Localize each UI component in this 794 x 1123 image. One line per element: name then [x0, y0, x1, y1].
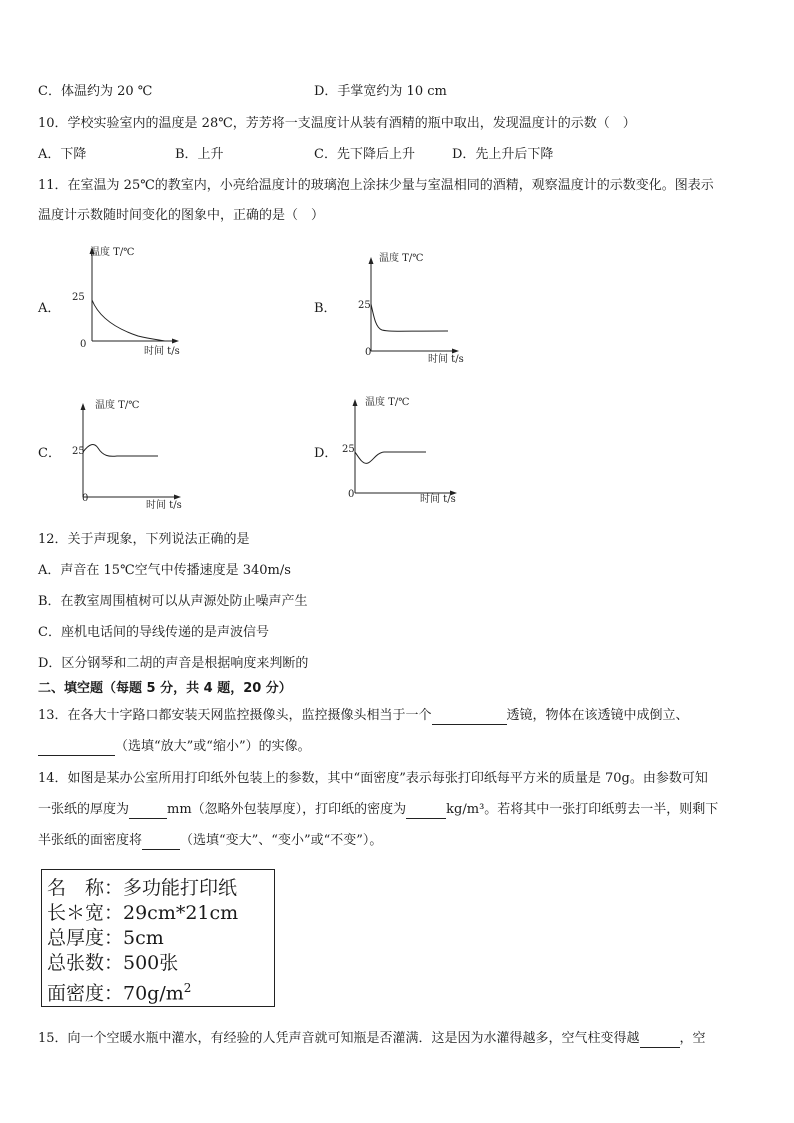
graph-d-origin: 0	[348, 489, 355, 500]
graph-c-y-label: 温度 T/℃	[95, 400, 140, 411]
q14-part6: （选填“变大”、“变小”或“不变”）。	[180, 833, 383, 848]
q14-line2	[38, 801, 718, 819]
graph-a-origin: 0	[80, 339, 87, 350]
spec-name-row: 名 称：多功能打印纸	[47, 877, 238, 899]
q13-blank-1[interactable]	[432, 710, 507, 725]
graph-b-y-label: 温度 T/℃	[379, 253, 424, 264]
q10-stem: 10．学校实验室内的温度是 28℃，芳芳将一支温度计从装有酒精的瓶中取出，发现温度计的示数（ ）	[38, 116, 636, 131]
q13-line2	[38, 738, 311, 756]
q14-part3: mm（忽略外包装厚度），打印纸的密度为	[167, 802, 407, 817]
q14-blank-thickness[interactable]	[129, 804, 167, 819]
q10-option-b: B．上升	[175, 147, 224, 162]
q10-option-a: A．下降	[38, 147, 87, 162]
q12-option-d: D．区分钢琴和二胡的声音是根据响度来判断的	[38, 656, 309, 671]
graph-b-label: B．	[314, 301, 337, 316]
q15-line1	[38, 1030, 706, 1048]
q13-line1	[38, 707, 689, 725]
graph-a-label: A．	[38, 301, 61, 316]
q15-blank-1[interactable]	[640, 1033, 680, 1048]
graph-a-x-label: 时间 t/s	[144, 346, 180, 357]
spec-area-density-row	[47, 976, 274, 1006]
graph-b-tick-25: 25	[358, 300, 371, 311]
graph-d	[334, 390, 484, 519]
q14-blank-area-density[interactable]	[142, 835, 180, 850]
spec-size-row: 长＊宽：29cm*21cm	[47, 902, 239, 924]
q10-option-c: C．先下降后上升	[314, 147, 415, 162]
graph-d-x-label: 时间 t/s	[420, 494, 456, 505]
q14-part4: kg/m³。若将其中一张打印纸剪去一半，则剩下	[446, 802, 719, 817]
q14-line3	[38, 832, 382, 850]
graph-c-origin: 0	[82, 493, 89, 504]
q13-blank-2[interactable]	[38, 741, 115, 756]
graph-c-label: C．	[38, 446, 61, 461]
q14-part2: 一张纸的厚度为	[38, 802, 130, 817]
q14-part5: 半张纸的面密度将	[38, 833, 143, 848]
graph-a-tick-25: 25	[72, 292, 85, 303]
q9-option-c: C．体温约为 20 ℃	[38, 84, 153, 99]
graph-d-y-label: 温度 T/℃	[365, 397, 410, 408]
q10-option-d: D．先上升后下降	[452, 147, 554, 162]
q13-part1: 13．在各大十字路口都安装天网监控摄像头，监控摄像头相当于一个	[38, 708, 432, 723]
graph-b	[338, 248, 488, 377]
graph-d-label: D．	[314, 446, 338, 461]
q15-part1: 15．向一个空暖水瓶中灌水，有经验的人凭声音就可知瓶是否灌满．这是因为水灌得越多，空气柱变得越	[38, 1031, 640, 1046]
q12-stem: 12．关于声现象，下列说法正确的是	[38, 532, 250, 547]
graph-a	[60, 238, 210, 367]
spec-area-density-text: 面密度：70g/m	[47, 982, 184, 1005]
graph-d-tick-25: 25	[342, 444, 355, 455]
graph-b-x-label: 时间 t/s	[428, 354, 464, 365]
section-heading-fill-blank: 二、填空题（每题 5 分，共 4 题，20 分）	[38, 681, 292, 696]
q14-blank-density[interactable]	[406, 804, 446, 819]
q14-line1: 14．如图是某办公室所用打印纸外包装上的参数，其中“面密度”表示每张打印纸每平方米的质量是 70g。由参数可知	[38, 771, 708, 786]
graph-a-y-label: 温度 T/℃	[90, 247, 135, 258]
graph-c-tick-25: 25	[72, 446, 85, 457]
spec-area-density-sup: 2	[183, 981, 192, 995]
graph-b-origin: 0	[365, 347, 372, 358]
q11-stem-line2: 温度计示数随时间变化的图象中，正确的是（ ）	[38, 208, 325, 223]
q11-stem-line1: 11．在室温为 25℃的教室内，小亮给温度计的玻璃泡上涂抹少量与室温相同的酒精，观察温度计的示数变化。图表示	[38, 178, 714, 193]
graph-c-x-label: 时间 t/s	[146, 500, 182, 511]
q15-part2: ，空	[679, 1031, 706, 1046]
graph-c	[62, 394, 212, 523]
q9-option-d: D．手掌宽约为 10 cm	[314, 84, 447, 99]
spec-thickness-row: 总厚度：5cm	[47, 927, 164, 949]
spec-count-row: 总张数：500张	[47, 952, 179, 974]
q12-option-a: A．声音在 15℃空气中传播速度是 340m/s	[38, 563, 291, 578]
q13-part2: 透镜，物体在该透镜中成倒立、	[506, 708, 689, 723]
paper-spec-label	[41, 869, 275, 1007]
q13-part3: （选填“放大”或“缩小”）的实像。	[115, 739, 311, 754]
q12-option-c: C．座机电话间的导线传递的是声波信号	[38, 625, 269, 640]
q12-option-b: B．在教室周围植树可以从声源处防止噪声产生	[38, 594, 308, 609]
